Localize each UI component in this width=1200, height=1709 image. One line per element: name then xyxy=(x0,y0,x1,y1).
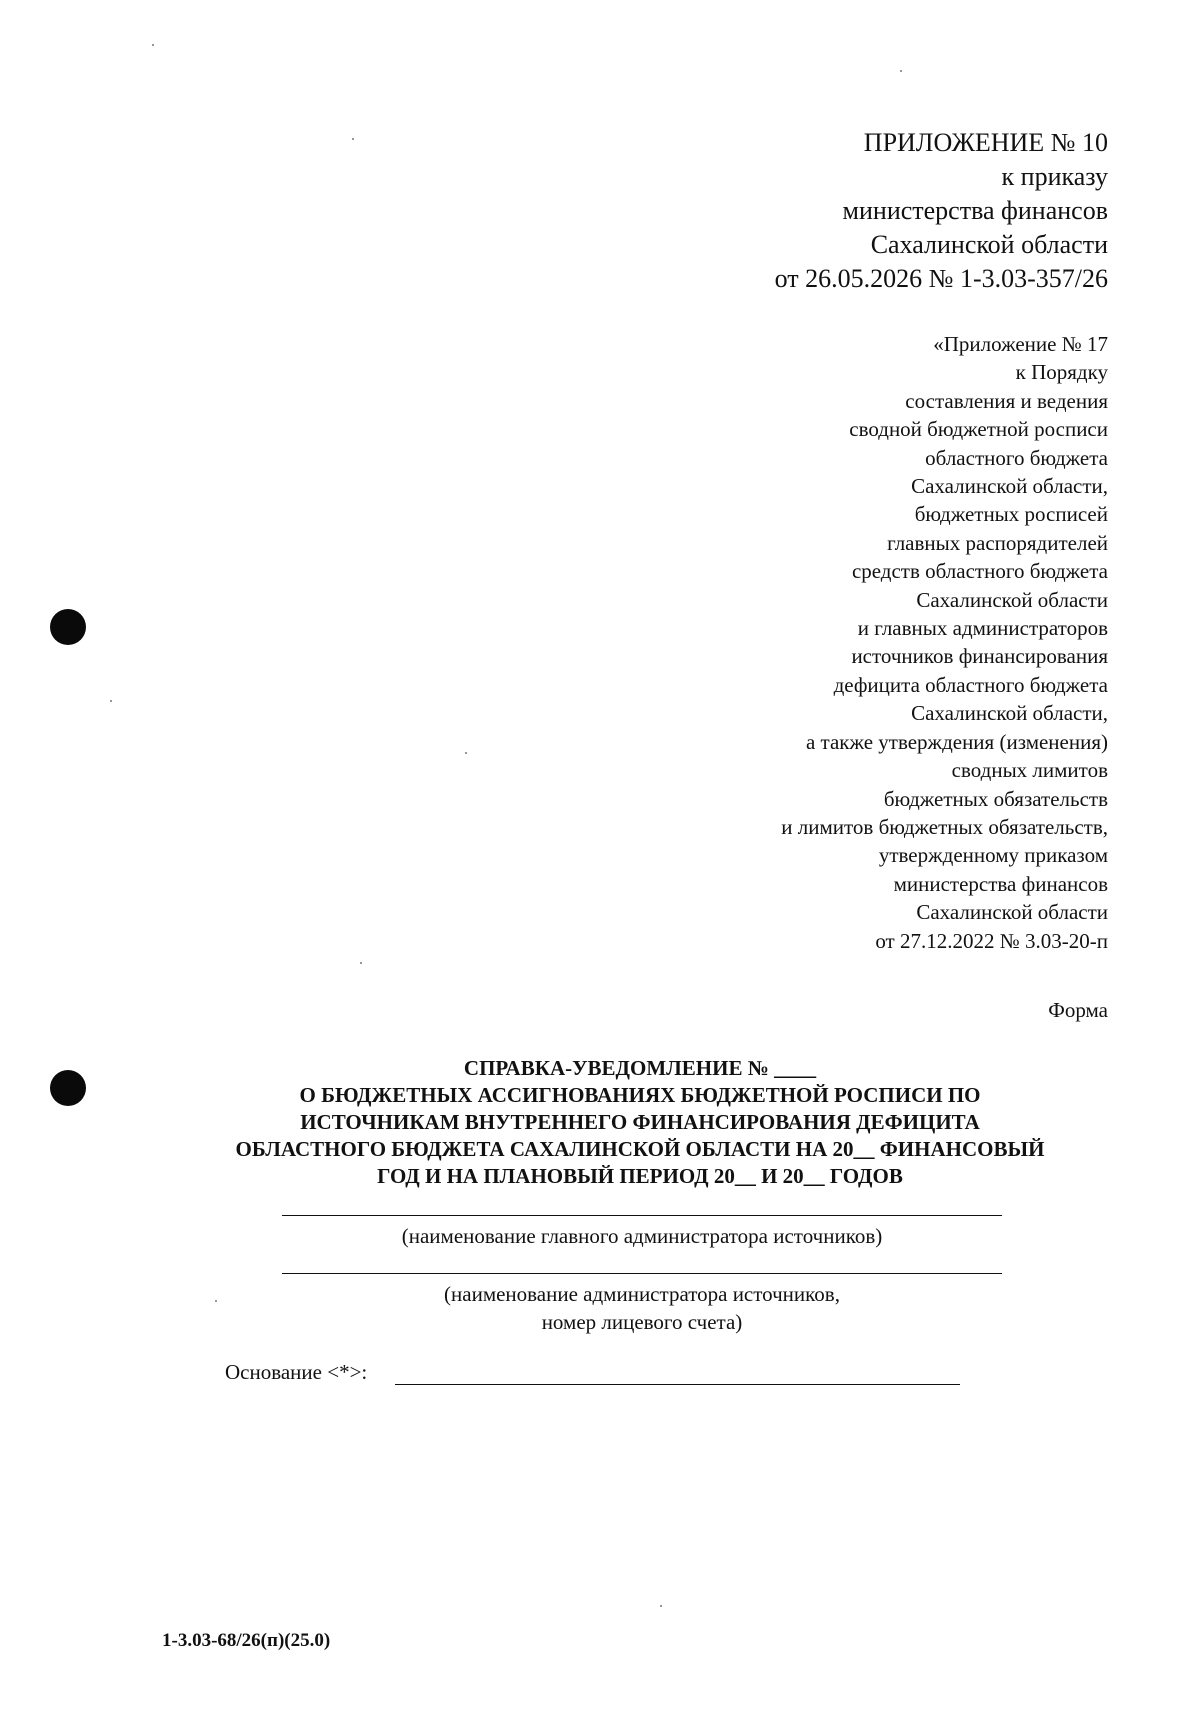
hole-punch-mark xyxy=(50,609,86,645)
annex-reference xyxy=(781,330,1108,955)
annex-line: источников финансирования xyxy=(851,644,1108,669)
annex-line: Сахалинской области, xyxy=(911,474,1108,499)
document-code: 1-3.03-68/26(п)(25.0) xyxy=(162,1630,331,1651)
header-line: к приказу xyxy=(1001,162,1108,191)
basis-field-line xyxy=(395,1384,960,1385)
scan-speck xyxy=(215,1300,217,1302)
header-line: Сахалинской области xyxy=(870,230,1108,259)
admin-caption xyxy=(282,1280,1002,1336)
annex-line: сводной бюджетной росписи xyxy=(849,417,1108,442)
admin-field-line xyxy=(282,1273,1002,1274)
scan-speck xyxy=(110,700,112,702)
basis-label: Основание <*>: xyxy=(225,1360,368,1384)
annex-line: и главных администраторов xyxy=(857,616,1108,641)
annex-line: Сахалинской области, xyxy=(911,701,1108,726)
annex-line: к Порядку xyxy=(1015,360,1108,385)
main-admin-caption: (наименование главного администратора источников) xyxy=(401,1224,883,1248)
title-line: СПРАВКА-УВЕДОМЛЕНИЕ № ____ xyxy=(463,1056,817,1080)
annex-line: средств областного бюджета xyxy=(851,559,1108,584)
admin-caption-line: (наименование администратора источников, xyxy=(444,1282,840,1306)
annex-line: Сахалинской области xyxy=(916,900,1108,925)
header-order-number: от 26.05.2026 № 1-3.03-357/26 xyxy=(774,264,1108,293)
annex-line: утвержденному приказом xyxy=(878,843,1108,868)
title-line: ОБЛАСТНОГО БЮДЖЕТА САХАЛИНСКОЙ ОБЛАСТИ НА 20__ ФИНАНСОВЫЙ xyxy=(235,1137,1045,1161)
annex-line: главных распорядителей xyxy=(887,530,1108,555)
annex-line: составления и ведения xyxy=(905,388,1108,413)
title-line: О БЮДЖЕТНЫХ АССИГНОВАНИЯХ БЮДЖЕТНОЙ РОСПИСИ ПО xyxy=(299,1083,981,1107)
annex-line: и лимитов бюджетных обязательств, xyxy=(781,814,1108,839)
form-label: Форма xyxy=(1048,998,1108,1022)
annex-line: областного бюджета xyxy=(925,445,1108,470)
header-line: министерства финансов xyxy=(842,196,1108,225)
header-title: ПРИЛОЖЕНИЕ № 10 xyxy=(863,128,1108,157)
annex-line: бюджетных обязательств xyxy=(883,786,1108,811)
annex-line: бюджетных росписей xyxy=(914,502,1108,527)
annex-line: «Приложение № 17 xyxy=(933,332,1108,356)
main-admin-field-line xyxy=(282,1215,1002,1216)
annex-line: а также утверждения (изменения) xyxy=(805,729,1108,754)
scan-speck xyxy=(900,70,902,72)
scan-speck xyxy=(360,962,362,964)
annex-line: Сахалинской области xyxy=(916,587,1108,612)
annex-header xyxy=(775,126,1108,296)
annex-line: министерства финансов xyxy=(893,871,1108,896)
scan-speck xyxy=(352,138,354,140)
title-line: ИСТОЧНИКАМ ВНУТРЕННЕГО ФИНАНСИРОВАНИЯ ДЕФИЦИТА xyxy=(300,1110,980,1134)
document-title xyxy=(160,1055,1120,1190)
annex-line: от 27.12.2022 № 3.03-20-п xyxy=(875,928,1108,953)
admin-caption-line: номер лицевого счета) xyxy=(541,1310,743,1334)
scan-speck xyxy=(152,44,154,46)
title-line: ГОД И НА ПЛАНОВЫЙ ПЕРИОД 20__ И 20__ ГОДОВ xyxy=(377,1164,903,1188)
annex-line: дефицита областного бюджета xyxy=(833,672,1108,697)
annex-line: сводных лимитов xyxy=(951,758,1108,783)
scan-speck xyxy=(465,752,467,754)
scan-speck xyxy=(660,1605,662,1607)
hole-punch-mark xyxy=(50,1070,86,1106)
